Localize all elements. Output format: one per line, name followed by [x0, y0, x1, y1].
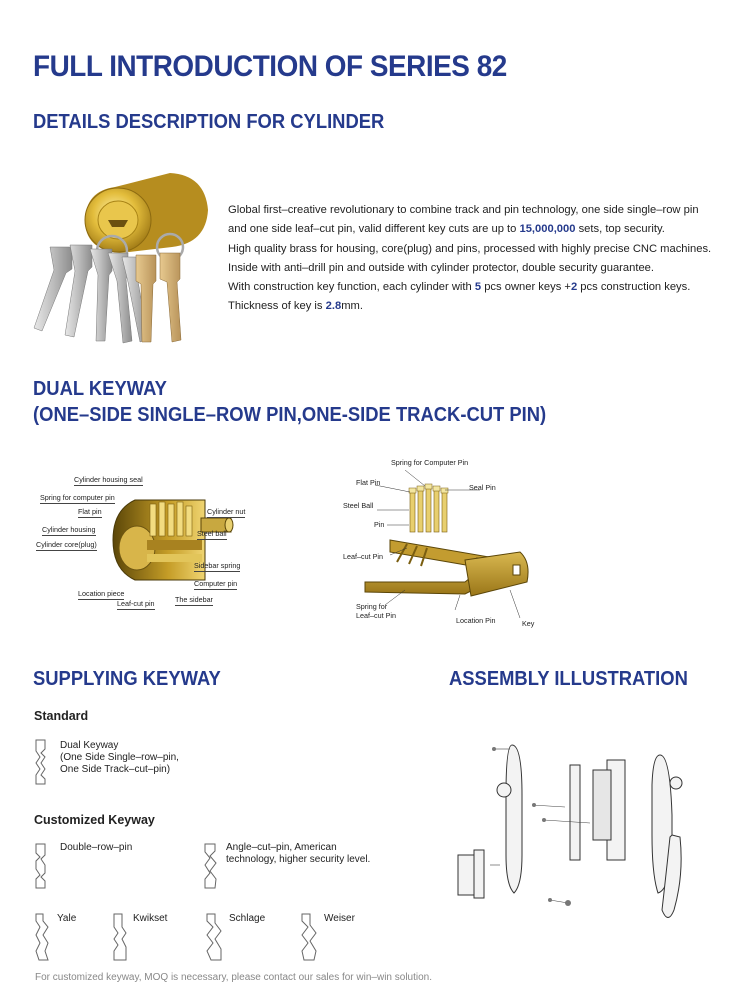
schlage-profile-icon — [203, 913, 225, 961]
dual-keyway-profile-icon — [33, 739, 49, 785]
label-cylinder-core: Cylinder core(plug) — [36, 540, 97, 549]
label-r-key: Key — [522, 619, 535, 628]
label-r-seal-pin: Seal Pin — [469, 483, 496, 492]
label-leaf-cut-pin: Leaf-cut pin — [117, 599, 155, 608]
label-location-piece: Location piece — [78, 589, 125, 598]
label-computer-pin: Computer pin — [194, 579, 238, 588]
assembly-heading: ASSEMBLY ILLUSTRATION — [449, 668, 688, 690]
key-cuts-value: 15,000,000 — [519, 223, 576, 236]
dual-keyway-heading: DUAL KEYWAY — [33, 378, 167, 400]
pin-exploded-diagram — [345, 470, 545, 620]
yale-label: Yale — [57, 913, 77, 924]
label-r-spring-leaf: Leaf–cut Pin — [356, 611, 396, 620]
page-title: FULL INTRODUCTION OF SERIES 82 — [33, 50, 507, 83]
supplying-heading: SUPPLYING KEYWAY — [33, 668, 221, 690]
cylinder-heading: DETAILS DESCRIPTION FOR CYLINDER — [33, 111, 385, 133]
standard-label: Standard — [34, 709, 89, 723]
customized-label: Customized Keyway — [34, 813, 155, 827]
angle-cut-profile-icon — [202, 843, 220, 889]
yale-profile-icon — [32, 913, 52, 961]
schlage-label: Schlage — [229, 913, 266, 924]
weiser-profile-icon — [298, 913, 320, 961]
label-r-flat-pin: Flat Pin — [356, 478, 381, 487]
label-cylinder-nut: Cylinder nut — [207, 507, 246, 516]
weiser-label: Weiser — [324, 913, 355, 924]
label-cylinder-housing-seal: Cylinder housing seal — [74, 475, 143, 484]
label-r-steel-ball: Steel Ball — [343, 501, 374, 510]
double-row-profile-icon — [33, 843, 49, 889]
label-r-location-pin: Location Pin — [456, 616, 496, 625]
label-flat-pin: Flat pin — [78, 507, 102, 516]
label-r-spring-computer-pin: Spring for Computer Pin — [391, 458, 469, 467]
kwikset-label: Kwikset — [133, 913, 168, 924]
cylinder-description: Global first–creative revolutionary to combine track and pin technology, one side single–row pin and one side leaf–cut pin, valid different key cuts are up to 15,000,000 sets, top security. High quality brass for housing, core(plug) and pins, processed with highly precise CNC machines. Inside with anti–drill pin and outside with cylinder protector, double security guarantee. With construction key function, each cylinder with 5 pcs owner keys +2 pcs construction keys. Thickness of key is 2.8mm. — [228, 204, 712, 313]
footer-note: For customized keyway, MOQ is necessary, please contact our sales for win–win solution. — [35, 972, 433, 983]
label-the-sidebar: The sidebar — [175, 595, 213, 604]
label-sidebar-spring: Sidebar spring — [194, 561, 241, 570]
assembly-illustration — [440, 735, 700, 935]
kwikset-profile-icon — [110, 913, 130, 961]
double-row-label: Double–row–pin — [60, 842, 133, 853]
label-cylinder-housing: Cylinder housing — [42, 525, 96, 534]
standard-description: Dual Keyway (One Side Single–row–pin, One Side Track–cut–pin) — [60, 740, 179, 775]
label-r-spring-for: Spring for — [356, 602, 388, 611]
label-r-leaf-cut-pin: Leaf–cut Pin — [343, 552, 383, 561]
cylinder-keys-image — [20, 165, 220, 345]
label-r-pin: Pin — [374, 520, 385, 529]
label-spring-computer-pin: Spring for computer pin — [40, 493, 115, 502]
angle-cut-description: Angle–cut–pin, American technology, higher security level. — [226, 842, 371, 865]
label-steel-ball: Steel ball — [197, 529, 227, 538]
dual-keyway-subheading: (ONE–SIDE SINGLE–ROW PIN,ONE-SIDE TRACK-CUT PIN) — [33, 404, 547, 426]
